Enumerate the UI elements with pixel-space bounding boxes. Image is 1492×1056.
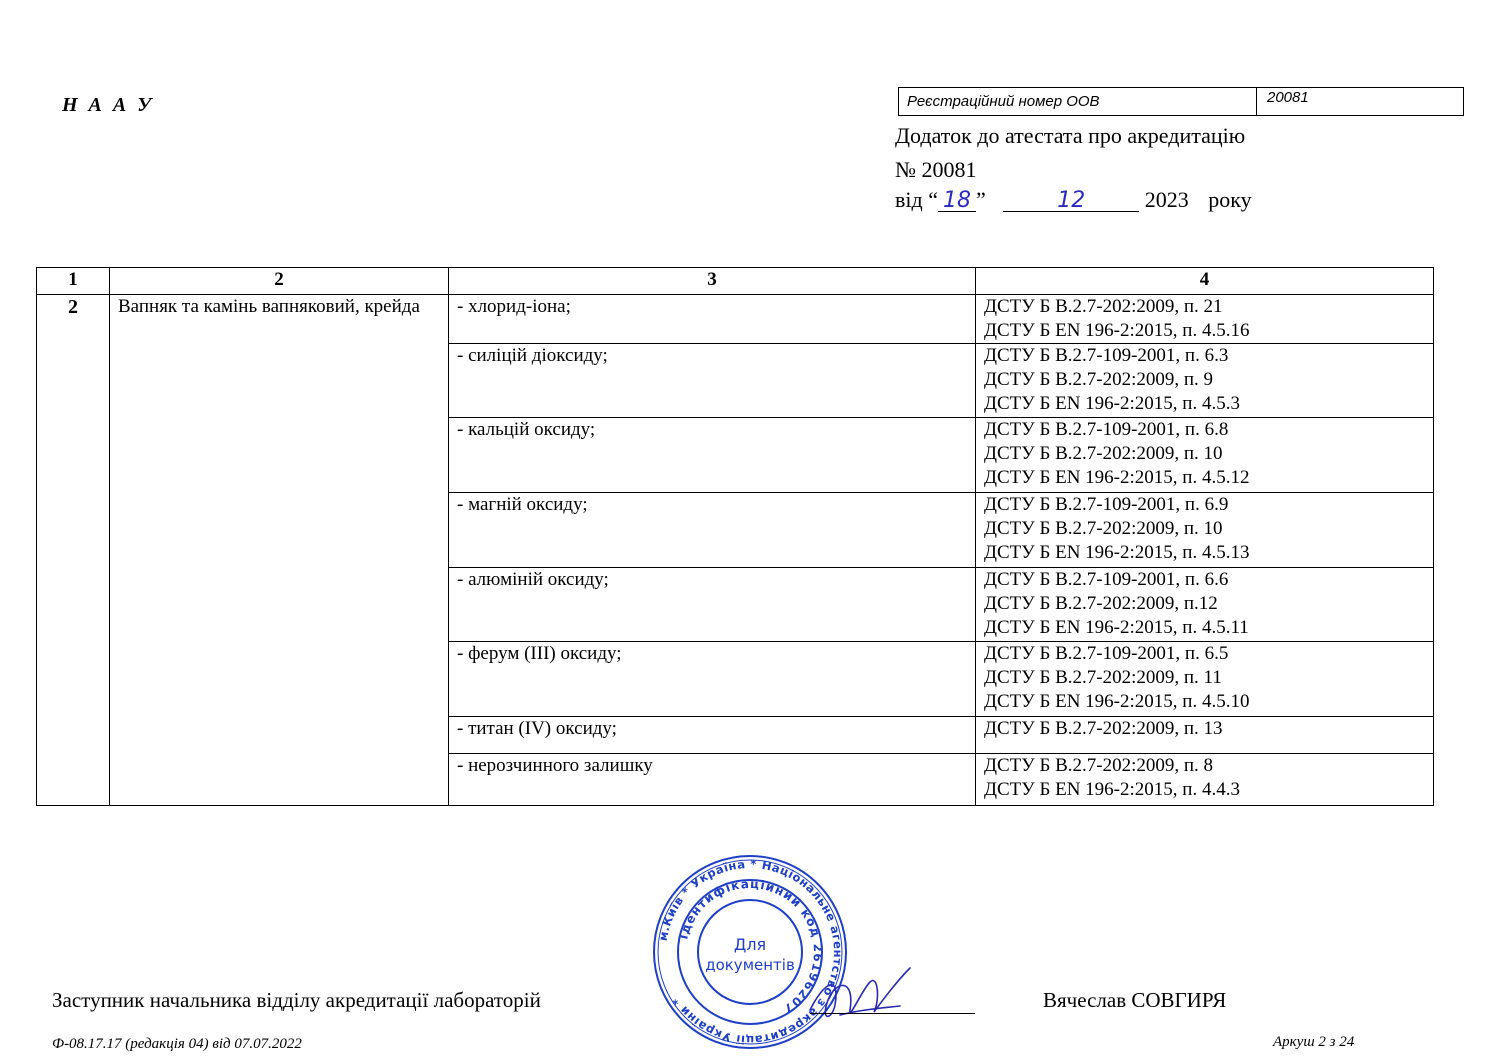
method-reference: ДСТУ Б В.2.7-202:2009, п. 13 [984, 718, 1223, 739]
organization-abbr: Н А А У [62, 94, 155, 116]
method-reference: ДСТУ Б EN 196-2:2015, п. 4.5.3 [984, 393, 1240, 414]
method-reference: ДСТУ Б EN 196-2:2015, п. 4.5.10 [984, 691, 1250, 712]
registration-value: 20081 [1267, 89, 1309, 106]
parameter-cell: - нерозчинного залишку [449, 754, 976, 806]
method-reference: ДСТУ Б В.2.7-202:2009, п. 11 [984, 667, 1222, 688]
method-reference: ДСТУ Б В.2.7-202:2009, п. 10 [984, 518, 1223, 539]
method-reference: ДСТУ Б EN 196-2:2015, п. 4.5.16 [984, 320, 1250, 341]
method-reference: ДСТУ Б В.2.7-202:2009, п. 21 [984, 296, 1223, 317]
method-reference: ДСТУ Б В.2.7-109-2001, п. 6.5 [984, 643, 1229, 664]
stamp-center-text: Для [733, 935, 767, 954]
method-reference: ДСТУ Б В.2.7-202:2009, п.12 [984, 593, 1218, 614]
method-reference: ДСТУ Б В.2.7-109-2001, п. 6.8 [984, 419, 1229, 440]
sheet-number: Аркуш 2 з 24 [1273, 1034, 1355, 1050]
method-reference: ДСТУ Б В.2.7-109-2001, п. 6.6 [984, 569, 1229, 590]
form-code: Ф-08.17.17 (редакція 04) від 07.07.2022 [52, 1036, 302, 1052]
registration-label: Реєстраційний номер ООВ [899, 88, 1257, 115]
method-cell [976, 642, 1434, 717]
parameter-cell: - ферум (ІІІ) оксиду; [449, 642, 976, 717]
date-day: 18 [938, 191, 976, 212]
group-name: Вапняк та камінь вапняковий, крейда [110, 295, 449, 806]
method-cell [976, 754, 1434, 806]
column-header: 4 [976, 268, 1434, 295]
signature-line [810, 1013, 975, 1014]
date-mid: ” [975, 187, 986, 212]
date-prefix: від “ [895, 187, 938, 212]
column-header: 1 [37, 268, 110, 295]
method-cell [976, 418, 1434, 493]
parameter-cell: - силіцій діоксиду; [449, 344, 976, 418]
signatory-position: Заступник начальника відділу акредитації лабораторій [52, 988, 541, 1012]
column-header: 3 [449, 268, 976, 295]
parameter-cell: - титан (IV) оксиду; [449, 717, 976, 754]
registration-box [898, 87, 1464, 116]
method-reference: ДСТУ Б В.2.7-109-2001, п. 6.9 [984, 494, 1229, 515]
issue-date [895, 187, 1252, 213]
method-cell [976, 493, 1434, 568]
annex-title: Додаток до атестата про акредитацію [895, 123, 1246, 148]
method-reference: ДСТУ Б EN 196-2:2015, п. 4.5.12 [984, 467, 1250, 488]
certificate-number: № 20081 [895, 157, 977, 182]
method-cell [976, 568, 1434, 642]
accreditation-scope-table [36, 267, 1434, 806]
method-reference: ДСТУ Б В.2.7-202:2009, п. 10 [984, 443, 1223, 464]
method-reference: ДСТУ Б EN 196-2:2015, п. 4.5.11 [984, 617, 1249, 638]
method-cell [976, 344, 1434, 418]
date-year: 2023 [1144, 187, 1189, 212]
parameter-cell: - хлорид-іона; [449, 295, 976, 344]
method-cell [976, 295, 1434, 344]
handwritten-signature [800, 960, 920, 1030]
parameter-cell: - алюміній оксиду; [449, 568, 976, 642]
stamp-outer-text: м.Київ * Україна * Національне агентство з акредитації України * [655, 856, 846, 1048]
signatory-name: Вячеслав СОВГИРЯ [1043, 988, 1227, 1012]
parameter-cell: - магній оксиду; [449, 493, 976, 568]
stamp-center-text: документів [705, 956, 795, 974]
method-reference: ДСТУ Б EN 196-2:2015, п. 4.4.3 [984, 779, 1240, 800]
method-cell [976, 717, 1434, 754]
date-suffix: року [1208, 187, 1252, 212]
method-reference: ДСТУ Б EN 196-2:2015, п. 4.5.13 [984, 542, 1250, 563]
table-header-row [37, 268, 1434, 295]
parameter-cell: - кальцій оксиду; [449, 418, 976, 493]
table-row [37, 295, 1434, 344]
column-header: 2 [110, 268, 449, 295]
group-number: 2 [37, 295, 110, 806]
stamp-inner-text: Ідентифікаційний код 26196207 [676, 876, 826, 1017]
date-month: 12 [1003, 191, 1139, 212]
method-reference: ДСТУ Б В.2.7-202:2009, п. 8 [984, 755, 1214, 776]
method-reference: ДСТУ Б В.2.7-109-2001, п. 6.3 [984, 345, 1229, 366]
method-reference: ДСТУ Б В.2.7-202:2009, п. 9 [984, 369, 1214, 390]
